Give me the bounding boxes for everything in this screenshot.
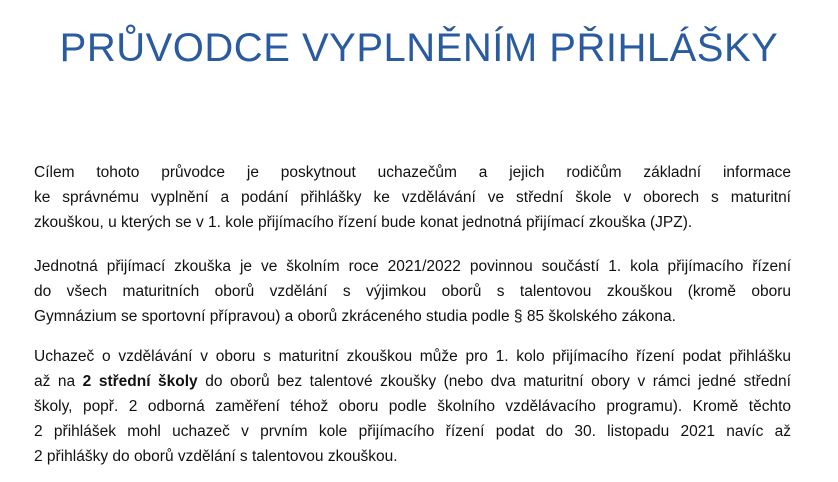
paragraph-line: [34, 369, 791, 394]
paragraph-intro: [34, 160, 791, 235]
paragraph-line: školy, popř. 2 odborná zaměření téhož oboru podle školního vzdělávacího programu). Kromě těchto: [34, 398, 791, 415]
paragraph-line: ke správnému vyplnění a podání přihlášky ke vzdělávání ve střední škole v oborech s maturitní: [34, 189, 791, 206]
text-segment: do oborů bez talentové zkoušky (nebo dva maturitní obory v rámci jedné střední: [197, 373, 791, 390]
paragraph-line: Gymnázium se sportovní přípravou) a oborů zkráceného studia podle § 85 školského zákona.: [34, 308, 676, 325]
text-segment: až na: [34, 373, 83, 390]
paragraph-line: Jednotná přijímací zkouška je ve školním roce 2021/2022 povinnou součástí 1. kola přijímacího řízení: [34, 258, 791, 275]
bold-emphasis: 2 střední školy: [82, 373, 198, 390]
paragraph-line: 2 přihlášky do oborů vzdělání s talentovou zkouškou.: [34, 448, 398, 465]
paragraph-line: zkouškou, u kterých se v 1. kole přijímacího řízení bude konat jednotná přijímací zkouška (JPZ).: [34, 214, 693, 231]
paragraph-line: Cílem tohoto průvodce je poskytnout uchazečům a jejich rodičům základní informace: [34, 164, 791, 181]
paragraph-applications: [34, 344, 791, 469]
paragraph-jpz: [34, 254, 791, 329]
page-title: PRŮVODCE VYPLNĚNÍM PŘIHLÁŠKY: [59, 26, 779, 70]
paragraph-line: do všech maturitních oborů vzdělání s výjimkou oborů s talentovou zkouškou (kromě oboru: [34, 283, 791, 300]
paragraph-line: Uchazeč o vzdělávání v oboru s maturitní zkouškou může pro 1. kolo přijímacího řízení podat přihlášku: [34, 348, 791, 365]
paragraph-line: 2 přihlášek mohl uchazeč v prvním kole přijímacího řízení podat do 30. listopadu 2021 navíc až: [34, 423, 791, 440]
